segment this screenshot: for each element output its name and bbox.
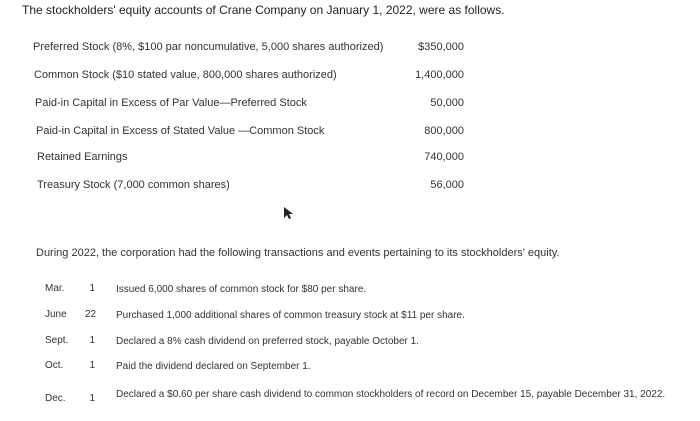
account-amount: 50,000 <box>430 97 464 109</box>
account-row <box>0 125 700 145</box>
transaction-month: Dec. <box>45 393 66 404</box>
transaction-month: June <box>45 309 67 320</box>
account-label: Treasury Stock (7,000 common shares) <box>37 179 230 191</box>
transaction-month: Sept. <box>45 335 69 346</box>
transaction-month: Oct. <box>45 360 64 371</box>
transaction-description: Purchased 1,000 additional shares of common treasury stock at $11 per share. <box>116 310 465 321</box>
account-row <box>0 179 700 199</box>
account-row <box>0 41 700 61</box>
account-amount: 56,000 <box>430 179 464 191</box>
transaction-description: Paid the dividend declared on September 1. <box>116 361 311 372</box>
account-amount: 740,000 <box>424 151 464 163</box>
transaction-day: 1 <box>89 393 95 404</box>
transaction-description: Declared a $0.60 per share cash dividend to common stockholders of record on December 15, payable December 31, 2022. <box>116 389 666 400</box>
account-row <box>0 151 700 171</box>
transaction-month: Mar. <box>45 283 65 294</box>
account-row <box>0 97 700 117</box>
transaction-day: 1 <box>89 335 95 346</box>
problem-intro: The stockholders' equity accounts of Crane Company on January 1, 2022, were as follows. <box>22 3 505 17</box>
account-amount: 1,400,000 <box>415 69 464 81</box>
account-label: Paid-in Capital in Excess of Par Value—Preferred Stock <box>35 97 307 109</box>
account-label: Retained Earnings <box>37 151 128 163</box>
transaction-day: 22 <box>85 309 97 320</box>
transaction-day: 1 <box>89 283 95 294</box>
account-amount: 800,000 <box>424 125 464 137</box>
account-label: Paid-in Capital in Excess of Stated Value —Common Stock <box>36 125 325 137</box>
account-row <box>0 69 700 89</box>
account-label: Preferred Stock (8%, $100 par noncumulative, 5,000 shares authorized) <box>33 41 384 53</box>
account-label: Common Stock ($10 stated value, 800,000 shares authorized) <box>34 69 337 81</box>
account-amount: $350,000 <box>418 41 464 53</box>
transaction-description: Issued 6,000 shares of common stock for $80 per share. <box>116 284 367 295</box>
transaction-day: 1 <box>89 360 95 371</box>
transaction-description: Declared a 8% cash dividend on preferred stock, payable October 1. <box>116 336 419 347</box>
mouse-pointer-icon <box>282 206 294 220</box>
transactions-intro: During 2022, the corporation had the following transactions and events pertaining to its stockholders' equity. <box>36 247 560 259</box>
